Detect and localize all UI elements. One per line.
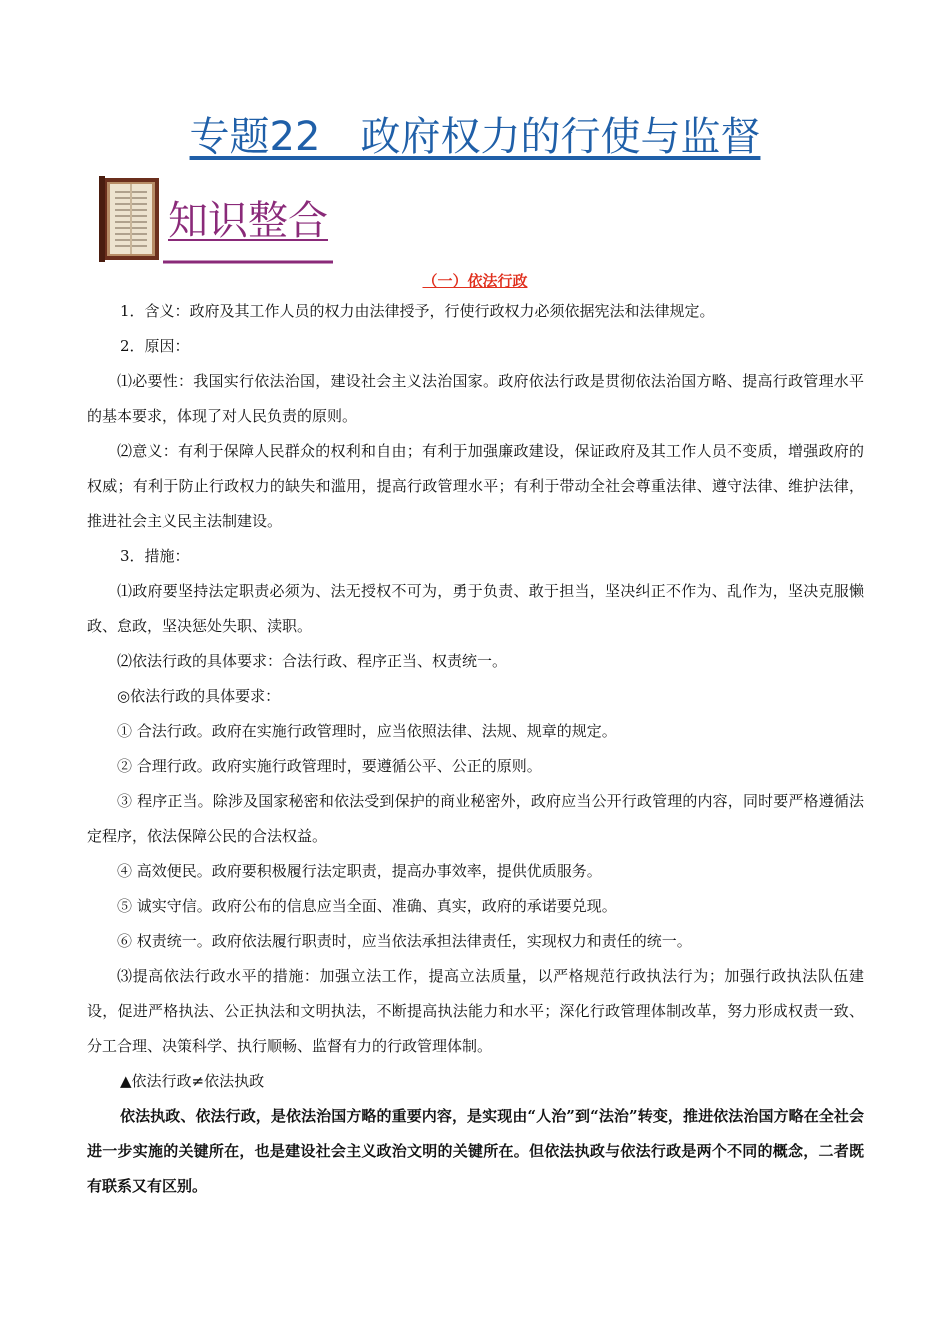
page-title: 专题22 政府权力的行使与监督 [189,114,761,160]
document-body [87,294,864,1204]
paragraph: ◎依法行政的具体要求： [117,687,281,705]
paragraph: ⑴必要性：我国实行依法治国，建设社会主义法治国家。政府依法行政是贯彻依法治国方略、提高行政管理水平的基本要求，体现了对人民负责的原则。 [87,372,864,425]
list-item: ⑤ 诚实守信。政府公布的信息应当全面、准确、真实，政府的承诺要兑现。 [117,897,617,915]
list-item: ① 合法行政。政府在实施行政管理时，应当依照法律、法规、规章的规定。 [117,722,617,740]
paragraph: 3．措施： [120,547,190,565]
paragraph: 2．原因： [120,337,190,355]
list-item: ⑥ 权责统一。政府依法履行职责时，应当依法承担法律责任，实现权力和责任的统一。 [117,932,692,950]
paragraph: ⑴政府要坚持法定职责必须为、法无授权不可为，勇于负责、敢于担当，坚决纠正不作为、乱作为，坚决克服懒政、怠政，坚决惩处失职、渎职。 [87,582,864,635]
paragraph: ⑵依法行政的具体要求：合法行政、程序正当、权责统一。 [117,652,508,670]
list-item: ② 合理行政。政府实施行政管理时，要遵循公平、公正的原则。 [117,757,542,775]
list-item: ③ 程序正当。除涉及国家秘密和依法受到保护的商业秘密外，政府应当公开行政管理的内容，同时要严格遵循法定程序，依法保障公民的合法权益。 [87,792,864,845]
subheading: ▲依法行政≠依法执政 [120,1072,265,1090]
paragraph: ⑵意义：有利于保障人民群众的权利和自由；有利于加强廉政建设，保证政府及其工作人员不变质，增强政府的权威；有利于防止行政权力的缺失和滥用，提高行政管理水平；有利于带动全社会尊重法律、遵守法律、维护法律，推进社会主义民主法制建设。 [87,442,864,530]
bold-paragraph: 依法执政、依法行政，是依法治国方略的重要内容，是实现由“人治”到“法治”转变，推进依法治国方略在全社会进一步实施的关键所在，也是建设社会主义政治文明的关键所在。但依法执政与依法行政是两个不同的概念，二者既有联系又有区别。 [87,1107,864,1195]
paragraph: ⑶提高依法行政水平的措施：加强立法工作，提高立法质量，以严格规范行政执法行为；加强行政执法队伍建设，促进严格执法、公正执法和文明执法，不断提高执法能力和水平；深化行政管理体制改革，努力形成权责一致、分工合理、决策科学、执行顺畅、监督有力的行政管理体制。 [87,967,864,1055]
paragraph: 1．含义：政府及其工作人员的权力由法律授予，行使行政权力必须依据宪法和法律规定。 [120,302,715,320]
knowledge-banner-label: 知识整合 [168,198,328,244]
list-item: ④ 高效便民。政府要积极履行法定职责，提高办事效率，提供优质服务。 [117,862,602,880]
section-heading: （一）依法行政 [422,272,528,290]
